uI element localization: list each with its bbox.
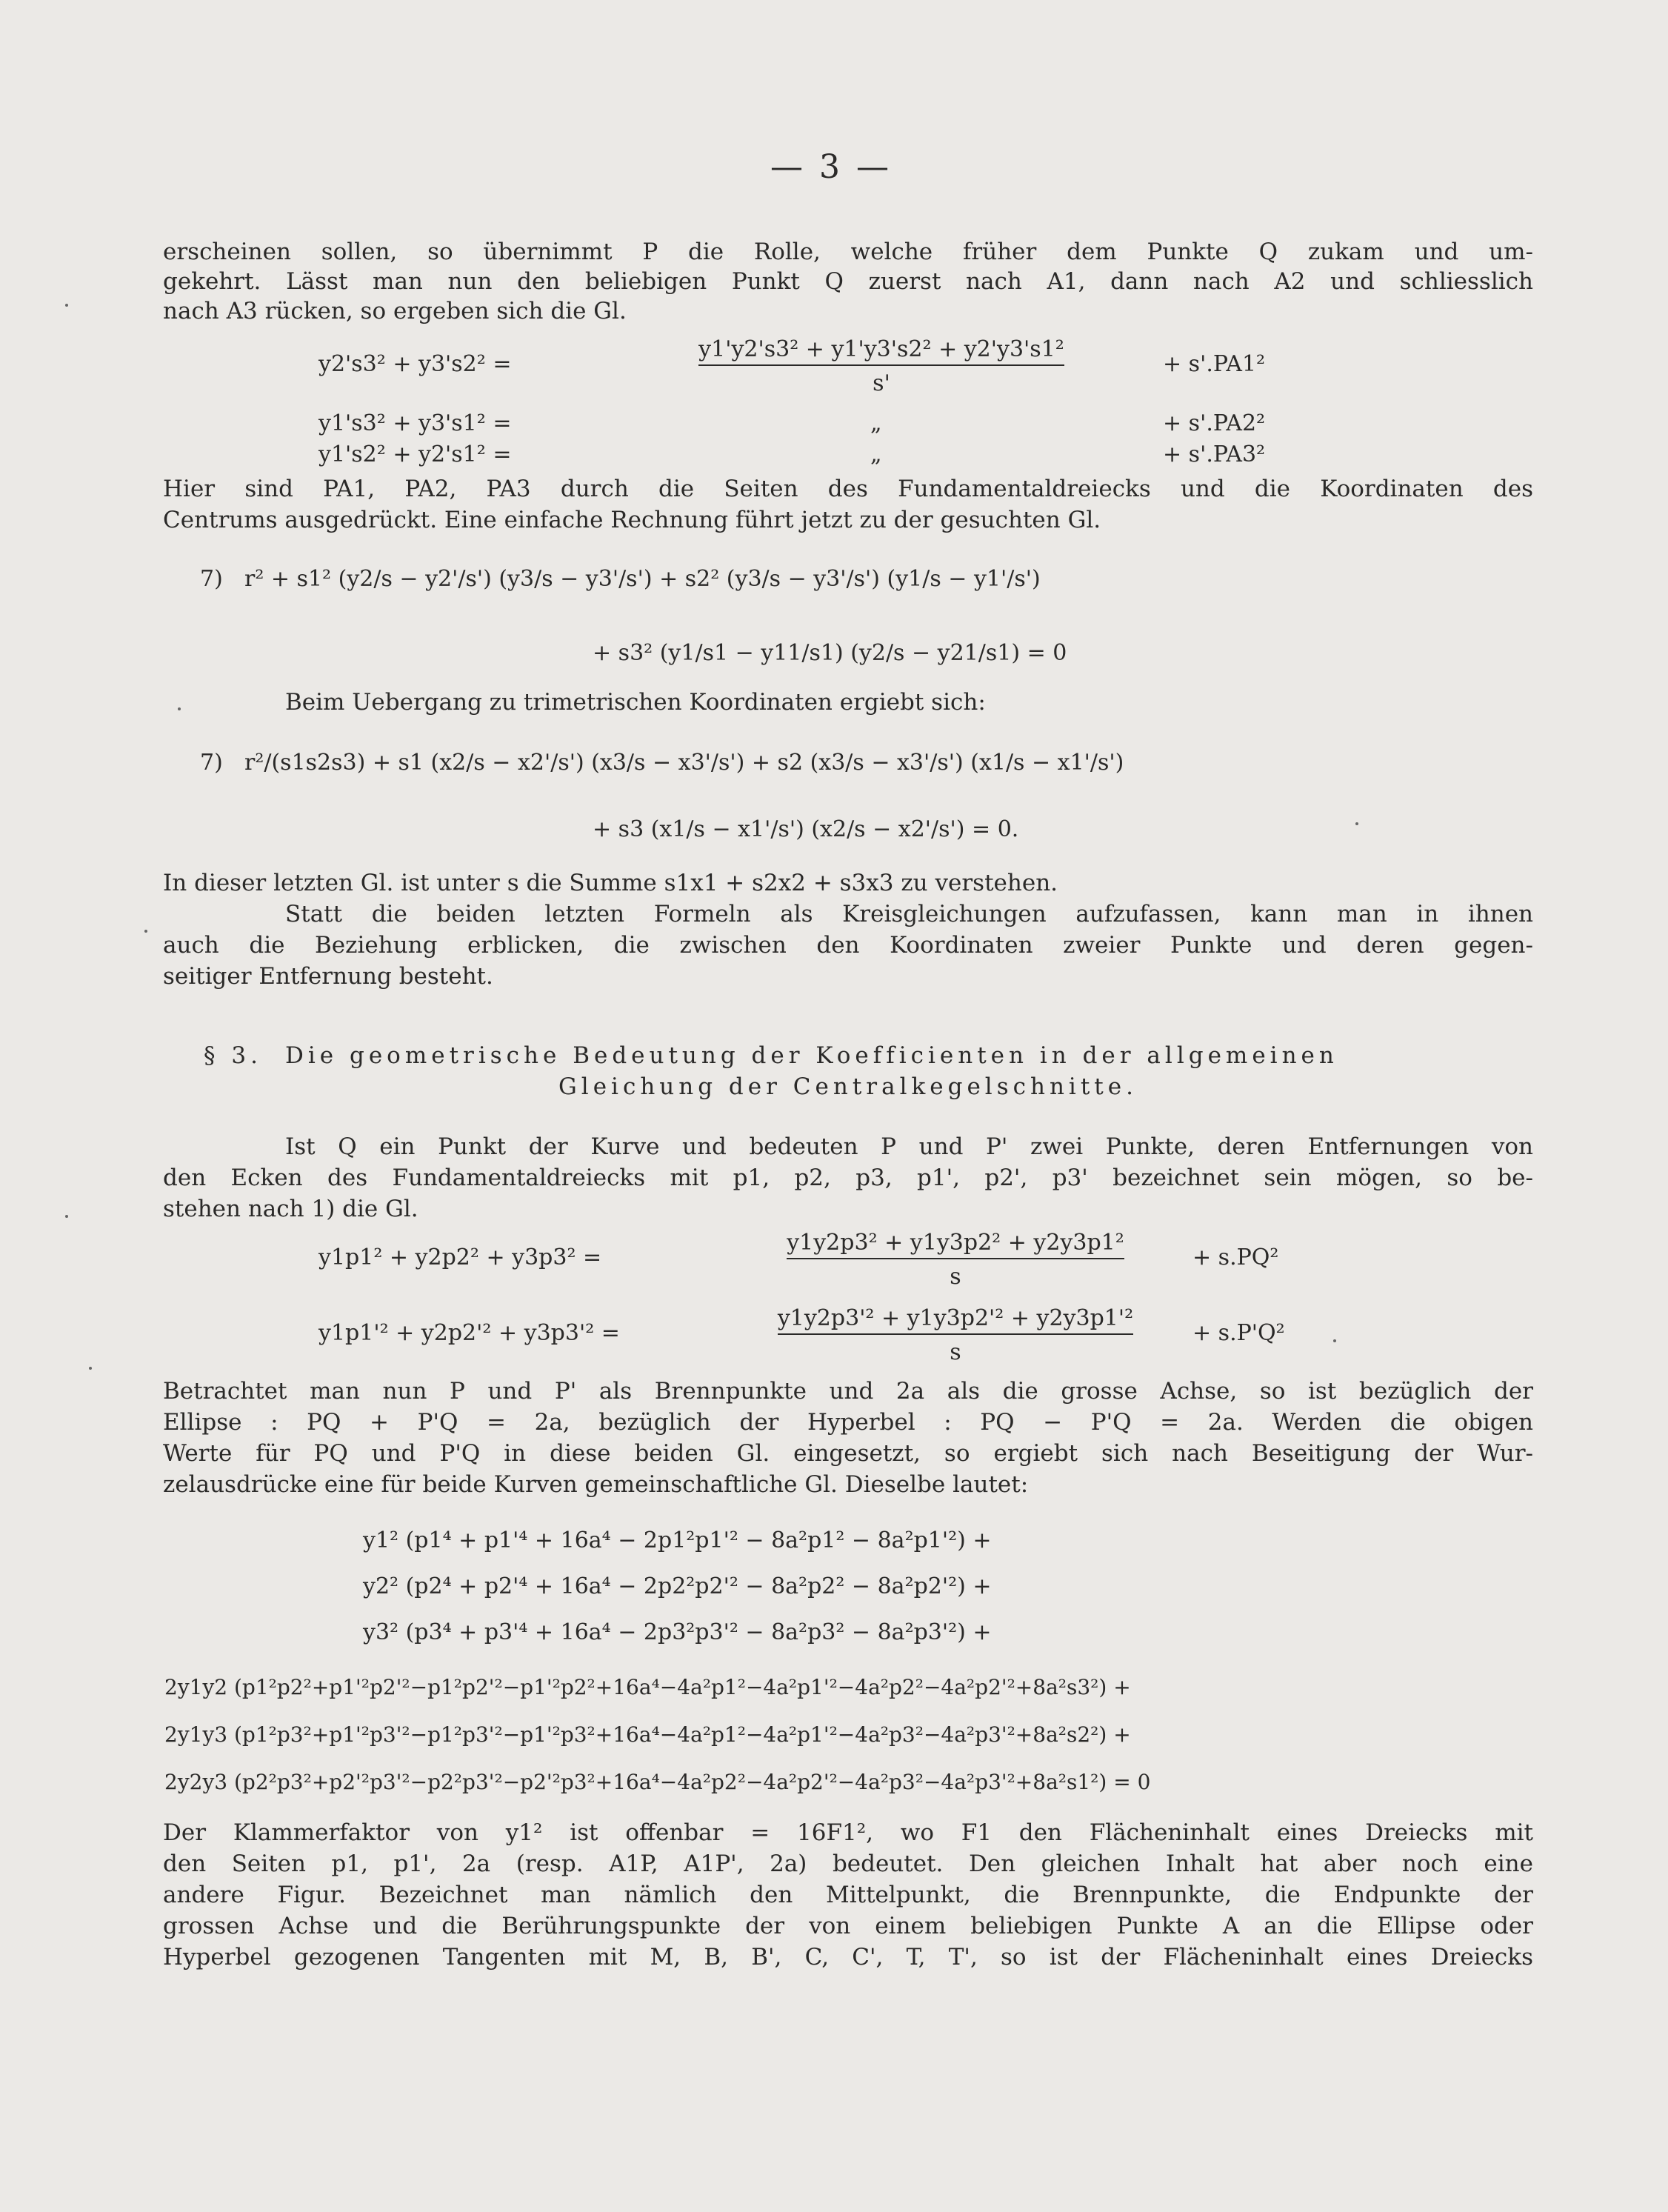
section-number: § 3. bbox=[204, 1042, 262, 1069]
text-line: den Ecken des Fundamentaldreiecks mit p1, p2, p3, p1', p2', p3' bezeichnet sein mögen, so be- bbox=[163, 1165, 1533, 1191]
text-line: gekehrt. Lässt man nun den beliebigen Punkt Q zuerst nach A1, dann nach A2 und schliesslich bbox=[163, 268, 1533, 295]
text-line: Statt die beiden letzten Formeln als Kreisgleichungen aufzufassen, kann man in ihnen bbox=[285, 901, 1533, 927]
text-line: stehen nach 1) die Gl. bbox=[163, 1196, 418, 1222]
equation-line: y1² (p1⁴ + p1'⁴ + 16a⁴ − 2p1²p1'² − 8a²p1² − 8a²p1'²) + bbox=[363, 1528, 992, 1553]
equation-lhs: y2's3² + y3's2² = bbox=[318, 351, 512, 377]
text-line: Ist Q ein Punkt der Kurve und bedeuten P und P' zwei Punkte, deren Entfernungen von bbox=[285, 1133, 1533, 1160]
speck-mark bbox=[65, 1215, 68, 1218]
text-line: auch die Beziehung erblicken, die zwischen den Koordinaten zweier Punkte und deren gegen- bbox=[163, 932, 1533, 959]
equation-label: 7) bbox=[200, 566, 223, 592]
text-line: Werte für PQ und P'Q in diese beiden Gl. eingesetzt, so ergiebt sich nach Beseitigung der Wur- bbox=[163, 1440, 1533, 1467]
equation-numerator bbox=[748, 1228, 1163, 1259]
speck-mark bbox=[65, 304, 68, 307]
speck-mark bbox=[89, 1367, 92, 1370]
text-line: grossen Achse und die Berührungspunkte der von einem beliebigen Punkte A an die Ellipse oder bbox=[163, 1913, 1533, 1939]
text-line: Hyperbel gezogenen Tangenten mit M, B, B', C, C', T, T', so ist der Flächeninhalt eines Dreiecks bbox=[163, 1944, 1533, 1971]
equation-line: 2y2y3 (p2²p3²+p2'²p3'²−p2²p3'²−p2'²p3²+16a⁴−4a²p2²−4a²p2'²−4a²p3²−4a²p3'²+8a²s1²) = 0 bbox=[164, 1770, 1151, 1794]
speck-mark bbox=[178, 707, 181, 710]
equation-line: 2y1y3 (p1²p3²+p1'²p3'²−p1²p3'²−p1'²p3²+16a⁴−4a²p1²−4a²p1'²−4a²p3²−4a²p3'²+8a²s2²) + bbox=[164, 1722, 1131, 1747]
text-line: Centrums ausgedrückt. Eine einfache Rechnung führt jetzt zu der gesuchten Gl. bbox=[163, 507, 1101, 533]
equation-rhs: + s'.PA1² bbox=[1163, 351, 1266, 377]
equation-denominator: s bbox=[950, 1264, 961, 1290]
equation-denominator: s bbox=[950, 1339, 961, 1365]
equation-lhs: y1p1'² + y2p2'² + y3p3'² = bbox=[318, 1320, 620, 1346]
equation-rhs: + s'.PA2² bbox=[1163, 410, 1266, 436]
fraction-numerator: y1y2p3'² + y1y3p2'² + y2y3p1'² bbox=[778, 1304, 1133, 1335]
text-line: Betrachtet man nun P und P' als Brennpunkte und 2a als die grosse Achse, so ist bezüglich der bbox=[163, 1378, 1533, 1405]
page-number: — 3 — bbox=[770, 148, 892, 186]
speck-mark bbox=[1355, 822, 1358, 825]
text-line: seitiger Entfernung besteht. bbox=[163, 963, 493, 990]
text-line: erscheinen sollen, so übernimmt P die Rolle, welche früher dem Punkte Q zukam und um- bbox=[163, 239, 1533, 265]
equation-line: + s3² (y1/s1 − y11/s1) (y2/s − y21/s1) = 0 bbox=[593, 640, 1067, 666]
text-line: nach A3 rücken, so ergeben sich die Gl. bbox=[163, 298, 627, 324]
fraction-numerator: y1y2p3² + y1y3p2² + y2y3p1² bbox=[787, 1228, 1124, 1259]
fraction-numerator: y1'y2's3² + y1'y3's2² + y2'y3's1² bbox=[698, 335, 1064, 366]
equation-rhs: + s.PQ² bbox=[1192, 1245, 1279, 1270]
equation-label: 7) bbox=[200, 750, 223, 776]
equation-lhs: y1p1² + y2p2² + y3p3² = bbox=[318, 1245, 602, 1270]
ditto-mark: „ bbox=[870, 442, 882, 467]
equation-line: 2y1y2 (p1²p2²+p1'²p2'²−p1²p2'²−p1'²p2²+16a⁴−4a²p1²−4a²p1'²−4a²p2²−4a²p2'²+8a²s3²) + bbox=[164, 1675, 1131, 1699]
equation-line: y2² (p2⁴ + p2'⁴ + 16a⁴ − 2p2²p2'² − 8a²p2² − 8a²p2'²) + bbox=[363, 1573, 992, 1599]
text-line: andere Figur. Bezeichnet man nämlich den Mittelpunkt, die Brennpunkte, die Endpunkte der bbox=[163, 1882, 1533, 1908]
equation-numerator bbox=[615, 335, 1148, 366]
equation-lhs: y1's3² + y3's1² = bbox=[318, 410, 512, 436]
speck-mark bbox=[1333, 1339, 1336, 1342]
text-line: Beim Uebergang zu trimetrischen Koordinaten ergiebt sich: bbox=[285, 689, 986, 716]
text-line: zelausdrücke eine für beide Kurven gemeinschaftliche Gl. Dieselbe lautet: bbox=[163, 1471, 1029, 1498]
equation-lhs: y1's2² + y2's1² = bbox=[318, 442, 512, 467]
text-line: Hier sind PA1, PA2, PA3 durch die Seiten des Fundamentaldreiecks und die Koordinaten des bbox=[163, 476, 1533, 502]
ditto-mark: „ bbox=[870, 410, 882, 436]
text-line: Der Klammerfaktor von y1² ist offenbar = 16F1², wo F1 den Flächeninhalt eines Dreiecks mit bbox=[163, 1819, 1533, 1846]
equation-line: y3² (p3⁴ + p3'⁴ + 16a⁴ − 2p3²p3'² − 8a²p3² − 8a²p3'²) + bbox=[363, 1619, 992, 1645]
equation-line: + s3 (x1/s − x1'/s') (x2/s − x2'/s') = 0. bbox=[593, 816, 1019, 842]
section-title: Gleichung der Centralkegelschnitte. bbox=[558, 1073, 1138, 1100]
equation-rhs: + s'.PA3² bbox=[1163, 442, 1266, 467]
text-line: Ellipse : PQ + P'Q = 2a, bezüglich der Hyperbel : PQ − P'Q = 2a. Werden die obigen bbox=[163, 1409, 1533, 1436]
section-title: Die geometrische Bedeutung der Koefficienten in der allgemeinen bbox=[285, 1042, 1338, 1069]
equation-line: r² + s1² (y2/s − y2'/s') (y3/s − y3'/s') + s2² (y3/s − y3'/s') (y1/s − y1'/s') bbox=[244, 566, 1041, 592]
equation-rhs: + s.P'Q² bbox=[1192, 1320, 1285, 1346]
equation-line: r²/(s1s2s3) + s1 (x2/s − x2'/s') (x3/s − x3'/s') + s2 (x3/s − x3'/s') (x1/s − x1'/s') bbox=[244, 750, 1124, 776]
text-line: den Seiten p1, p1', 2a (resp. A1P, A1P', 2a) bedeutet. Den gleichen Inhalt hat aber noch eine bbox=[163, 1850, 1533, 1877]
speck-mark bbox=[144, 930, 147, 933]
equation-denominator: s' bbox=[873, 370, 890, 396]
equation-numerator bbox=[748, 1304, 1163, 1335]
text-line: In dieser letzten Gl. ist unter s die Summe s1x1 + s2x2 + s3x3 zu verstehen. bbox=[163, 870, 1058, 896]
